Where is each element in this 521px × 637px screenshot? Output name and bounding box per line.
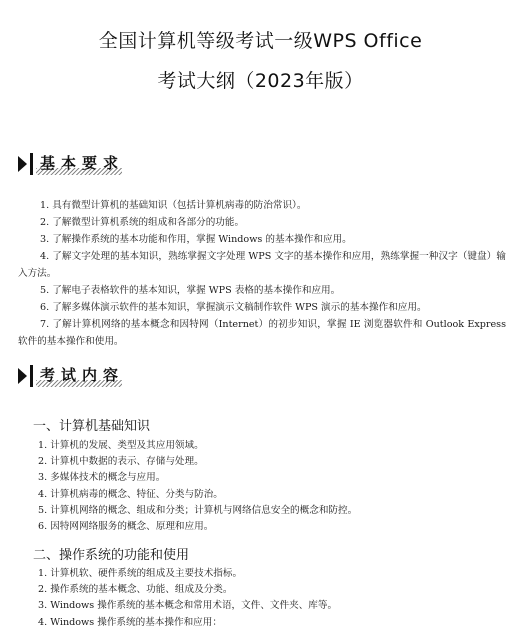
content-list-part2 [38,566,508,631]
list-item: 6. 因特网网络服务的概念、原理和应用。 [38,521,214,533]
banner-arrow-icon [18,156,27,172]
basic-requirements-list [18,197,506,350]
section-banner-basic-requirements [18,150,138,178]
requirement-item: 7. 了解计算机网络的基本概念和因特网（Internet）的初步知识，掌握 IE 浏览器软件和 Outlook Express 软件的基本操作和使用。 [18,319,506,347]
banner-bar [30,365,33,387]
requirement-item: 6. 了解多媒体演示软件的基本知识，掌握演示文稿制作软件 WPS 演示的基本操作和应用。 [40,302,427,313]
document-subtitle: 考试大纲（2023年版） [157,70,364,92]
section-heading: 考试内容 [40,366,125,384]
banner-bar [30,153,33,175]
subsection-title: 二、操作系统的功能和使用 [33,548,190,563]
subsection-title: 一、计算机基础知识 [33,419,151,434]
content-list-part1 [38,438,508,535]
list-item: 4. 计算机病毒的概念、特征、分类与防治。 [38,488,223,500]
requirement-item: 3. 了解操作系统的基本功能和作用，掌握 Windows 的基本操作和应用。 [40,234,352,245]
requirement-item: 2. 了解微型计算机系统的组成和各部分的功能。 [40,217,245,228]
requirement-item: 1. 具有微型计算机的基础知识（包括计算机病毒的防治常识）。 [40,200,307,211]
list-item: 2. 计算机中数据的表示、存储与处理。 [38,456,204,468]
list-item: 4. Windows 操作系统的基本操作和应用： [38,616,222,628]
section-banner-exam-content [18,362,138,390]
requirement-item: 4. 了解文字处理的基本知识，熟练掌握文字处理 WPS 文字的基本操作和应用，熟练掌握一种汉字（键盘）输入方法。 [18,251,506,279]
document-title: 全国计算机等级考试一级WPS Office [98,30,423,52]
list-item: 3. 多媒体技术的概念与应用。 [38,472,166,484]
list-item: 3. Windows 操作系统的基本概念和常用术语，文件、文件夹、库等。 [38,600,338,612]
list-item: 5. 计算机网络的概念、组成和分类；计算机与网络信息安全的概念和防控。 [38,504,358,516]
section-heading: 基本要求 [40,154,125,172]
requirement-item: 5. 了解电子表格软件的基本知识，掌握 WPS 表格的基本操作和应用。 [40,285,341,296]
list-item: 1. 计算机的发展、类型及其应用领域。 [38,440,204,451]
banner-arrow-icon [18,368,27,384]
list-item: 1. 计算机软、硬件系统的组成及主要技术指标。 [38,568,243,579]
list-item: 2. 操作系统的基本概念、功能、组成及分类。 [38,584,233,596]
